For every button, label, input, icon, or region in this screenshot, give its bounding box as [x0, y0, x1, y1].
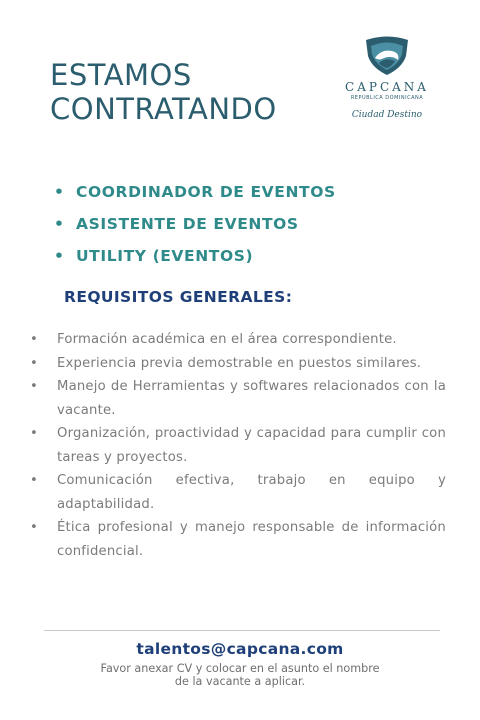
requirement-text: Ética profesional y manejo responsable de información confidencial.: [57, 520, 446, 559]
requirement-item: [30, 422, 446, 469]
requirement-item: [30, 352, 446, 376]
capcana-logo: [328, 34, 446, 120]
requirement-item: [30, 328, 446, 352]
bullet-icon: •: [54, 215, 65, 233]
bullet-icon: •: [30, 355, 38, 371]
footer-divider: [44, 630, 440, 631]
bullet-icon: •: [30, 332, 38, 347]
positions-list: [54, 176, 336, 272]
requirement-item: [30, 375, 446, 422]
bullet-icon: •: [30, 520, 38, 535]
bullet-icon: •: [30, 379, 38, 394]
note-line-2: de la vacante a aplicar.: [174, 675, 306, 688]
contact-email-link[interactable]: talentos@capcana.com: [136, 640, 344, 658]
note-line-1: Favor anexar CV y colocar en el asunto el nombre: [100, 662, 380, 675]
shield-logo-icon: [362, 34, 412, 76]
requirement-text: Comunicación efectiva, trabajo en equipo y adaptabilidad.: [57, 473, 446, 512]
bullet-icon: •: [30, 426, 38, 441]
logo-subtitle: REPÚBLICA DOMINICANA: [350, 95, 424, 101]
position-label: UTILITY (EVENTOS): [76, 247, 254, 265]
title-line-2: CONTRATANDO: [50, 92, 277, 126]
requirement-text: Organización, proactividad y capacidad para cumplir con tareas y proyectos.: [57, 426, 446, 465]
requirement-text: Manejo de Herramientas y softwares relacionados con la vacante.: [57, 379, 446, 418]
bullet-icon: •: [54, 183, 65, 201]
logo-brand: CAPCANA: [345, 80, 429, 94]
requirements-title: REQUISITOS GENERALES:: [64, 288, 293, 306]
position-item: [54, 240, 336, 272]
title-line-1: ESTAMOS: [50, 58, 192, 92]
requirement-item: [30, 469, 446, 516]
requirement-item: [30, 516, 446, 563]
application-note: [60, 662, 420, 688]
position-item: [54, 176, 336, 208]
page-title: [50, 58, 277, 126]
bullet-icon: •: [54, 247, 65, 265]
requirements-list: [30, 328, 446, 563]
bullet-icon: •: [30, 473, 38, 488]
logo-tagline: Ciudad Destino: [351, 110, 423, 120]
requirement-text: Formación académica en el área correspondiente.: [57, 332, 397, 347]
position-label: COORDINADOR DE EVENTOS: [76, 183, 336, 201]
position-item: [54, 208, 336, 240]
position-label: ASISTENTE DE EVENTOS: [76, 215, 299, 233]
requirement-text: Experiencia previa demostrable en puestos similares.: [57, 355, 422, 371]
